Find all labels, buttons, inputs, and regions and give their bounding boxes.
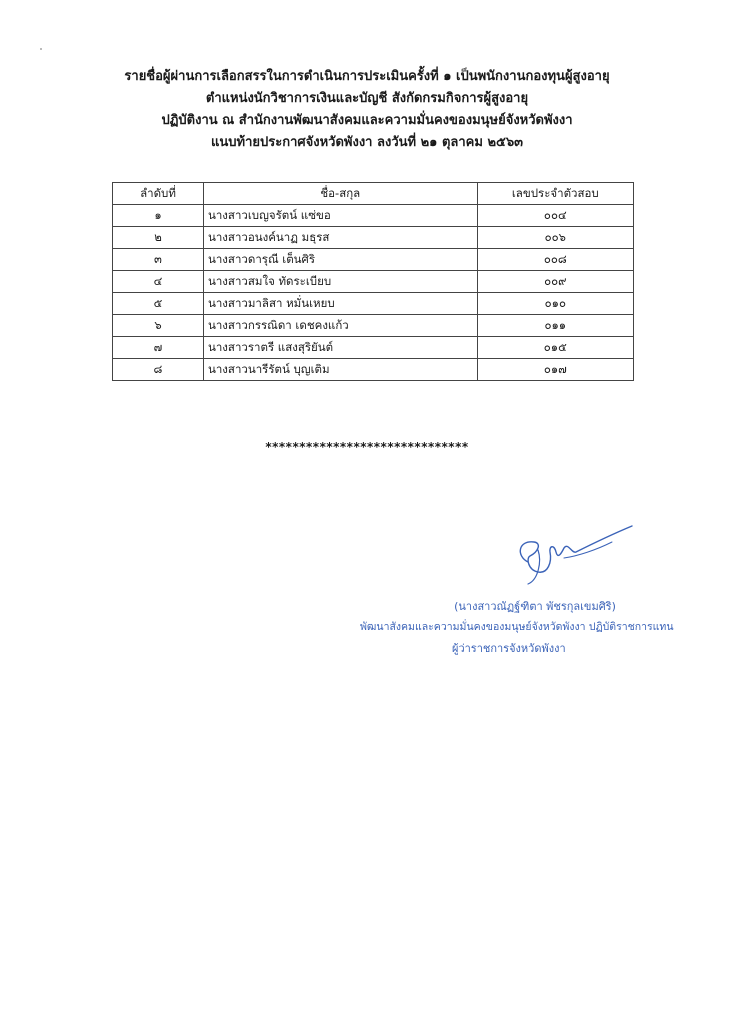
row-name: นางสาวเบญจรัตน์ แซ่ขอ [203, 205, 477, 227]
row-exam-id: ๐๐๔ [477, 205, 633, 227]
header-exam-id: เลขประจำตัวสอบ [477, 183, 633, 205]
table-row [113, 205, 634, 227]
table-row [113, 249, 634, 271]
signatory-name: (นางสาวณัฏฐ์ฑิตา พัชรกุลเขมศิริ) [454, 600, 616, 613]
row-no: ๔ [113, 271, 204, 293]
table-row [113, 293, 634, 315]
row-no: ๖ [113, 315, 204, 337]
table-row [113, 227, 634, 249]
row-no: ๑ [113, 205, 204, 227]
row-no: ๒ [113, 227, 204, 249]
document-header [0, 66, 734, 154]
header-name: ชื่อ-สกุล [203, 183, 477, 205]
row-no: ๕ [113, 293, 204, 315]
row-name: นางสาวกรรณิดา เดชคงแก้ว [203, 315, 477, 337]
row-exam-id: ๐๐๘ [477, 249, 633, 271]
signatory-office: ผู้ว่าราชการจังหวัดพังงา [452, 642, 566, 655]
separator-stars: ****************************** [265, 440, 469, 454]
header-line-1: รายชื่อผู้ผ่านการเลือกสรรในการดำเนินการประเมินครั้งที่ ๑ เป็นพนักงานกองทุนผู้สูงอายุ [124, 69, 610, 84]
table-row [113, 337, 634, 359]
row-name: นางสาวสมใจ ทัดระเบียบ [203, 271, 477, 293]
scan-speck [40, 48, 42, 50]
row-exam-id: ๐๐๖ [477, 227, 633, 249]
header-line-3: ปฏิบัติงาน ณ สำนักงานพัฒนาสังคมและความมั่นคงของมนุษย์จังหวัดพังงา [161, 113, 573, 128]
signature-block [360, 596, 690, 659]
row-exam-id: ๐๑๑ [477, 315, 633, 337]
handwritten-signature [508, 522, 640, 592]
row-name: นางสาวดารุณี เต็นศิริ [203, 249, 477, 271]
results-table [112, 182, 634, 381]
row-no: ๘ [113, 359, 204, 381]
row-name: นางสาวมาลิสา หมั่นเหยบ [203, 293, 477, 315]
row-no: ๗ [113, 337, 204, 359]
row-exam-id: ๐๑๗ [477, 359, 633, 381]
row-no: ๓ [113, 249, 204, 271]
header-no: ลำดับที่ [113, 183, 204, 205]
table-header-row [113, 183, 634, 205]
row-exam-id: ๐๑๕ [477, 337, 633, 359]
row-name: นางสาวอนงค์นาฏ มธุรส [203, 227, 477, 249]
row-exam-id: ๐๐๙ [477, 271, 633, 293]
signatory-position: พัฒนาสังคมและความมั่นคงของมนุษย์จังหวัดพังงา ปฏิบัติราชการแทน [360, 621, 674, 633]
table-row [113, 315, 634, 337]
table-row [113, 271, 634, 293]
table-row [113, 359, 634, 381]
row-exam-id: ๐๑๐ [477, 293, 633, 315]
row-name: นางสาวนารีรัตน์ บุญเติม [203, 359, 477, 381]
header-line-4: แนบท้ายประกาศจังหวัดพังงา ลงวันที่ ๒๑ ตุลาคม ๒๕๖๓ [211, 135, 523, 150]
header-line-2: ตำแหน่งนักวิชาการเงินและบัญชี สังกัดกรมกิจการผู้สูงอายุ [205, 91, 529, 106]
row-name: นางสาวราตรี แสงสุริยันต์ [203, 337, 477, 359]
